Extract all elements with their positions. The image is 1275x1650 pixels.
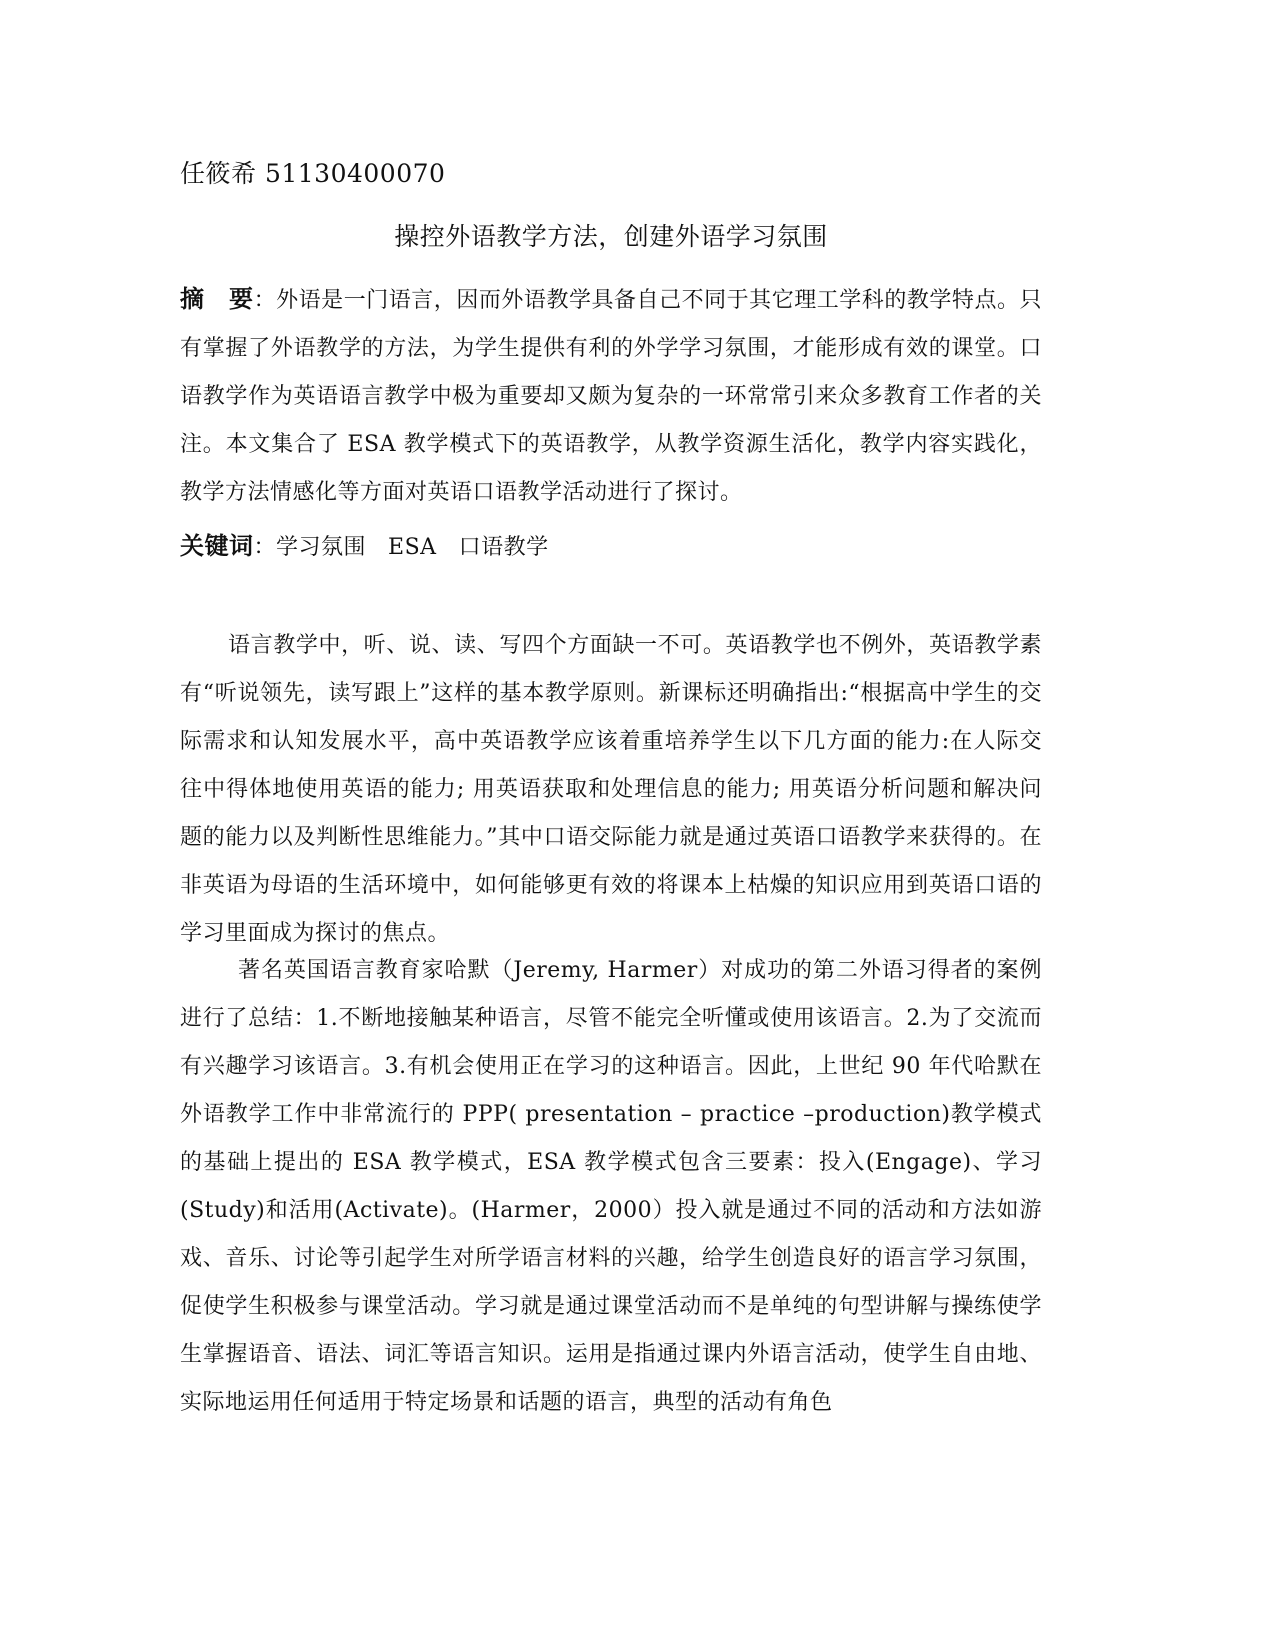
document-title: 操控外语教学方法，创建外语学习氛围 xyxy=(394,222,828,251)
body-paragraph-1: 语言教学中，听、说、读、写四个方面缺一不可。英语教学也不例外，英语教学素有“听说领先，读写跟上”这样的基本教学原则。新课标还明确指出:“根据高中学生的交际需求和认知发展水平，高中英语教学应该着重培养学生以下几方面的能力:在人际交往中得体地使用英语的能力; 用英语获取和处理信息的能力; 用英语分析问题和解决问题的能力以及判断性思维能力。”其中口语交际能力就是通过英语口语教学来获得的。在非英语为母语的生活环境中，如何能够更有效的将课本上枯燥的知识应用到英语口语的学习里面成为探讨的焦点。 xyxy=(180,633,1042,946)
author-name: 任筱希 xyxy=(180,159,257,188)
keywords-section xyxy=(180,522,1042,572)
student-id: 51130400070 xyxy=(264,159,446,188)
abstract-label: 摘 要 xyxy=(180,285,254,313)
keyword-item: 学习氛围 xyxy=(276,535,367,560)
abstract-text: 外语是一门语言，因而外语教学具备自己不同于其它理工学科的教学特点。只有掌握了外语教学的方法，为学生提供有利的外学学习氛围，才能形成有效的课堂。口语教学作为英语语言教学中极为重要却又颇为复杂的一环常常引来众多教育工作者的关注。本文集合了 ESA 教学模式下的英语教学，从教学资源生活化，教学内容实践化，教学方法情感化等方面对英语口语教学活动进行了探讨。 xyxy=(180,288,1042,505)
body-paragraph-2: 著名英国语言教育家哈默（Jeremy, Harmer）对成功的第二外语习得者的案例进行了总结：1.不断地接触某种语言，尽管不能完全听懂或使用该语言。2.为了交流而有兴趣学习该语言。3.有机会使用正在学习的这种语言。因此，上世纪 90 年代哈默在外语教学工作中非常流行的 PPP( presentation – practice –production)教学模式的基础上提出的 ESA 教学模式，ESA 教学模式包含三要素：投入(Engage)、学习(Study)和活用(Activate)。(Harmer，2000）投入就是通过不同的活动和方法如游戏、音乐、讨论等引起学生对所学语言材料的兴趣，给学生创造良好的语言学习氛围，促使学生积极参与课堂活动。学习就是通过课堂活动而不是单纯的句型讲解与操练使学生掌握语音、语法、词汇等语言知识。运用是指通过课内外语言活动，使学生自由地、实际地运用任何适用于特定场景和话题的语言，典型的活动有角色 xyxy=(180,958,1042,1415)
abstract-section xyxy=(180,275,1042,517)
keywords-label: 关键词 xyxy=(180,532,254,560)
keywords-separator: ： xyxy=(253,535,277,560)
author-line xyxy=(180,150,445,198)
keyword-item: ESA xyxy=(388,535,437,560)
abstract-separator: ： xyxy=(253,288,277,313)
keyword-item: 口语教学 xyxy=(458,535,549,560)
